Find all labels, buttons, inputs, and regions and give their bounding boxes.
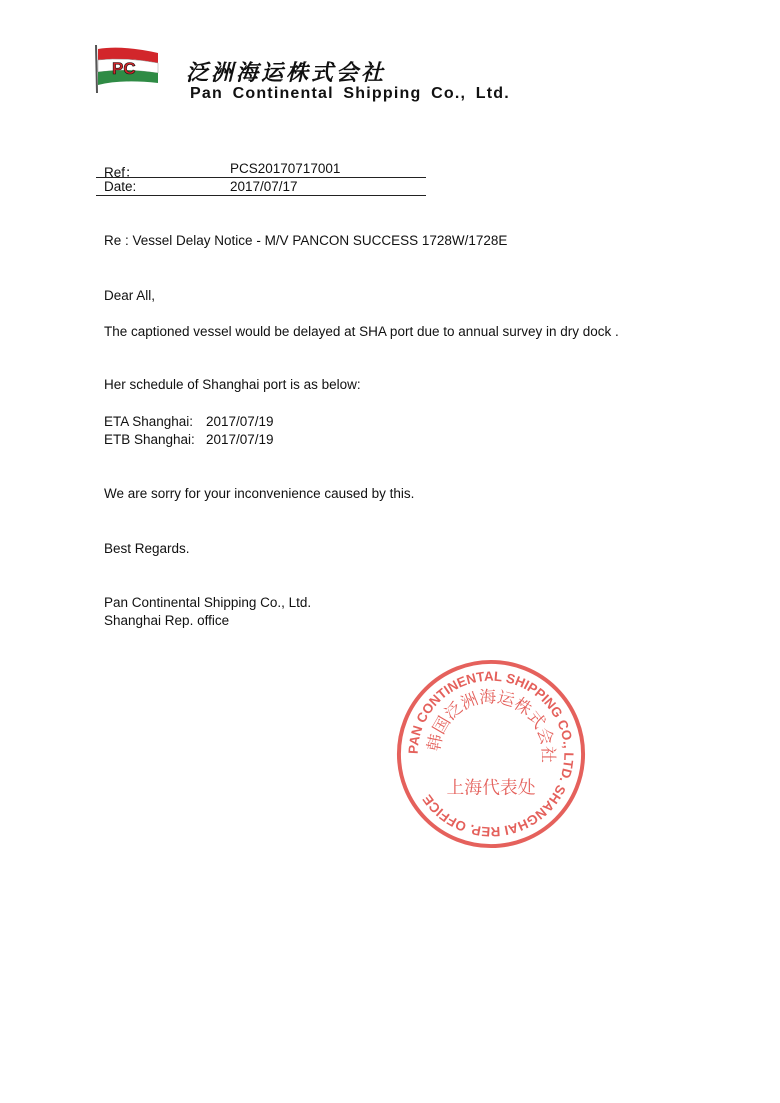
seal-inner-text: 韩国泛洲海运株式会社 bbox=[423, 686, 559, 763]
ref-value: PCS20170717001 bbox=[230, 161, 341, 176]
eta-label: ETA Shanghai: bbox=[104, 414, 194, 429]
company-name-cn: 泛洲海运株式会社 bbox=[186, 60, 387, 86]
company-name-en: Pan Continental Shipping Co., Ltd. bbox=[190, 85, 510, 102]
date-label: Date: bbox=[104, 179, 137, 194]
ref-row bbox=[96, 160, 426, 178]
body-paragraph: The captioned vessel would be delayed at SHA port due to annual survey in dry dock . bbox=[104, 324, 619, 339]
ref-label: Ref： bbox=[104, 165, 139, 180]
seal-center-text: 上海代表处 bbox=[446, 777, 536, 799]
company-logo bbox=[92, 43, 160, 95]
signature-company: Pan Continental Shipping Co., Ltd. bbox=[104, 595, 312, 610]
subject-line: Re : Vessel Delay Notice - M/V PANCON SUCCESS 1728W/1728E bbox=[104, 233, 508, 248]
eta-value: 2017/07/19 bbox=[206, 414, 274, 429]
company-seal bbox=[392, 655, 590, 853]
etb-value: 2017/07/19 bbox=[206, 432, 274, 447]
logo-text: PC bbox=[112, 59, 136, 78]
closing-line: Best Regards. bbox=[104, 541, 190, 556]
date-row bbox=[96, 178, 426, 196]
apology-line: We are sorry for your inconvenience caused by this. bbox=[104, 486, 415, 501]
salutation: Dear All, bbox=[104, 288, 156, 303]
schedule-row-eta bbox=[104, 414, 274, 429]
signature-office: Shanghai Rep. office bbox=[104, 613, 230, 628]
date-value: 2017/07/17 bbox=[230, 179, 298, 194]
etb-label: ETB Shanghai: bbox=[104, 432, 195, 447]
schedule-row-etb bbox=[104, 432, 274, 447]
schedule-intro: Her schedule of Shanghai port is as below: bbox=[104, 377, 361, 392]
seal-outer-text: PAN CONTINENTAL SHIPPING CO., LTD. SHANGHAI REP. OFFICE bbox=[405, 668, 577, 840]
